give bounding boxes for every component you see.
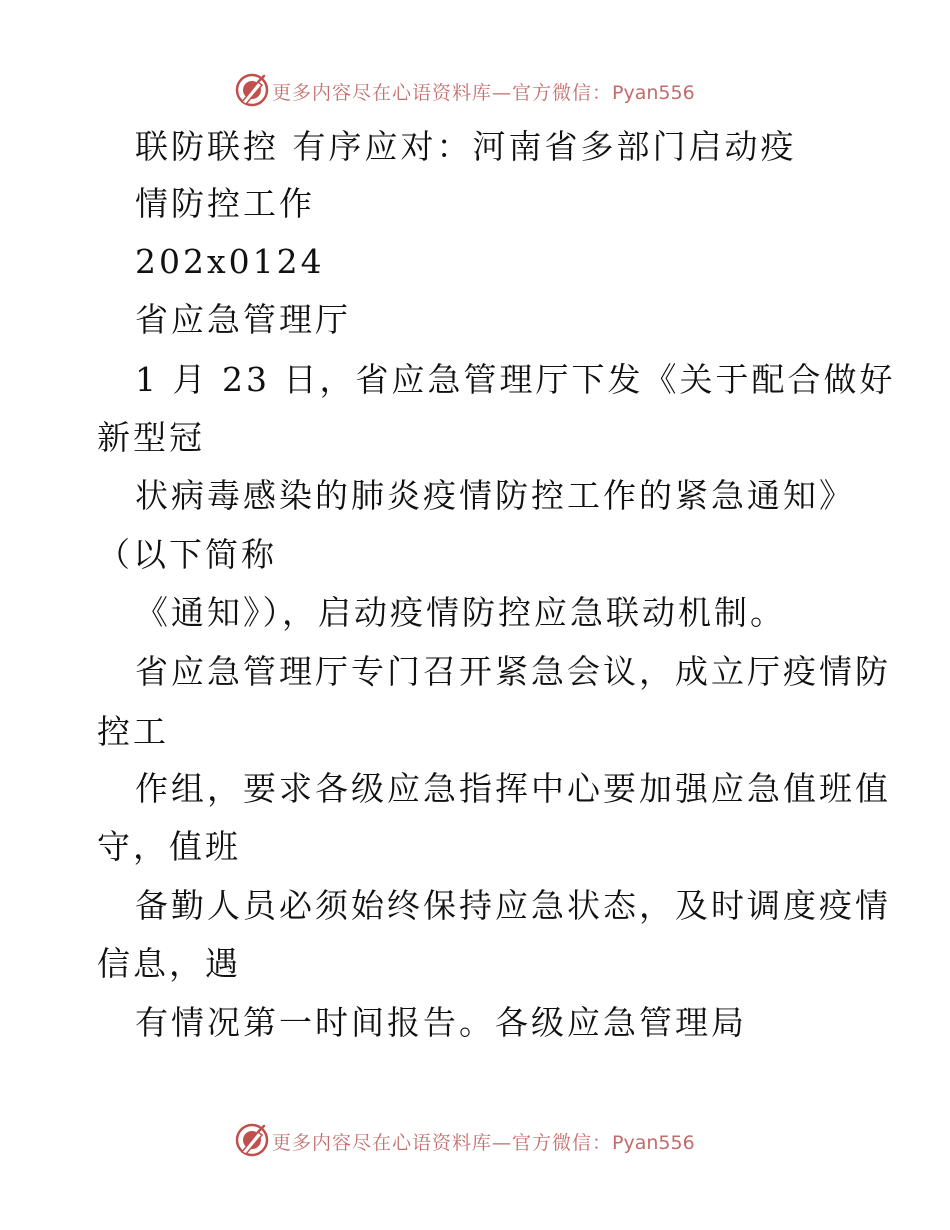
body-line: 控工 — [97, 712, 169, 751]
pen-logo-icon — [234, 1122, 270, 1158]
body-line: 省应急管理厅专门召开紧急会议，成立厅疫情防 — [135, 652, 891, 691]
watermark-text: 更多内容尽在心语资料库—官方微信：Pyan556 — [272, 82, 695, 104]
watermark-text: 更多内容尽在心语资料库—官方微信：Pyan556 — [272, 1132, 695, 1154]
body-line: 《通知》），启动疫情防控应急联动机制。 — [135, 593, 786, 632]
date-line: 202x0124 — [135, 242, 325, 281]
body-line: （以下简称 — [97, 535, 277, 574]
watermark-banner-bottom — [0, 1120, 950, 1160]
title-line-2: 情防控工作 — [135, 184, 315, 223]
body-line: 1 月 23 日，省应急管理厅下发《关于配合做好 — [135, 360, 896, 399]
body-line: 守，值班 — [97, 827, 241, 866]
watermark-banner-top — [0, 70, 950, 110]
watermark-account: Pyan556 — [612, 82, 695, 104]
body-line: 新型冠 — [97, 418, 205, 457]
body-line: 作组，要求各级应急指挥中心要加强应急值班值 — [135, 769, 891, 808]
body-line: 状病毒感染的肺炎疫情防控工作的紧急通知》 — [135, 476, 855, 515]
watermark-account: Pyan556 — [612, 1132, 695, 1154]
pen-logo-icon — [234, 72, 270, 108]
body-line: 信息，遇 — [97, 944, 241, 983]
title-line-1: 联防联控 有序应对：河南省多部门启动疫 — [135, 127, 797, 166]
body-line: 备勤人员必须始终保持应急状态，及时调度疫情 — [135, 886, 891, 925]
body-line: 有情况第一时间报告。各级应急管理局 — [135, 1003, 747, 1042]
source-line: 省应急管理厅 — [135, 300, 351, 339]
